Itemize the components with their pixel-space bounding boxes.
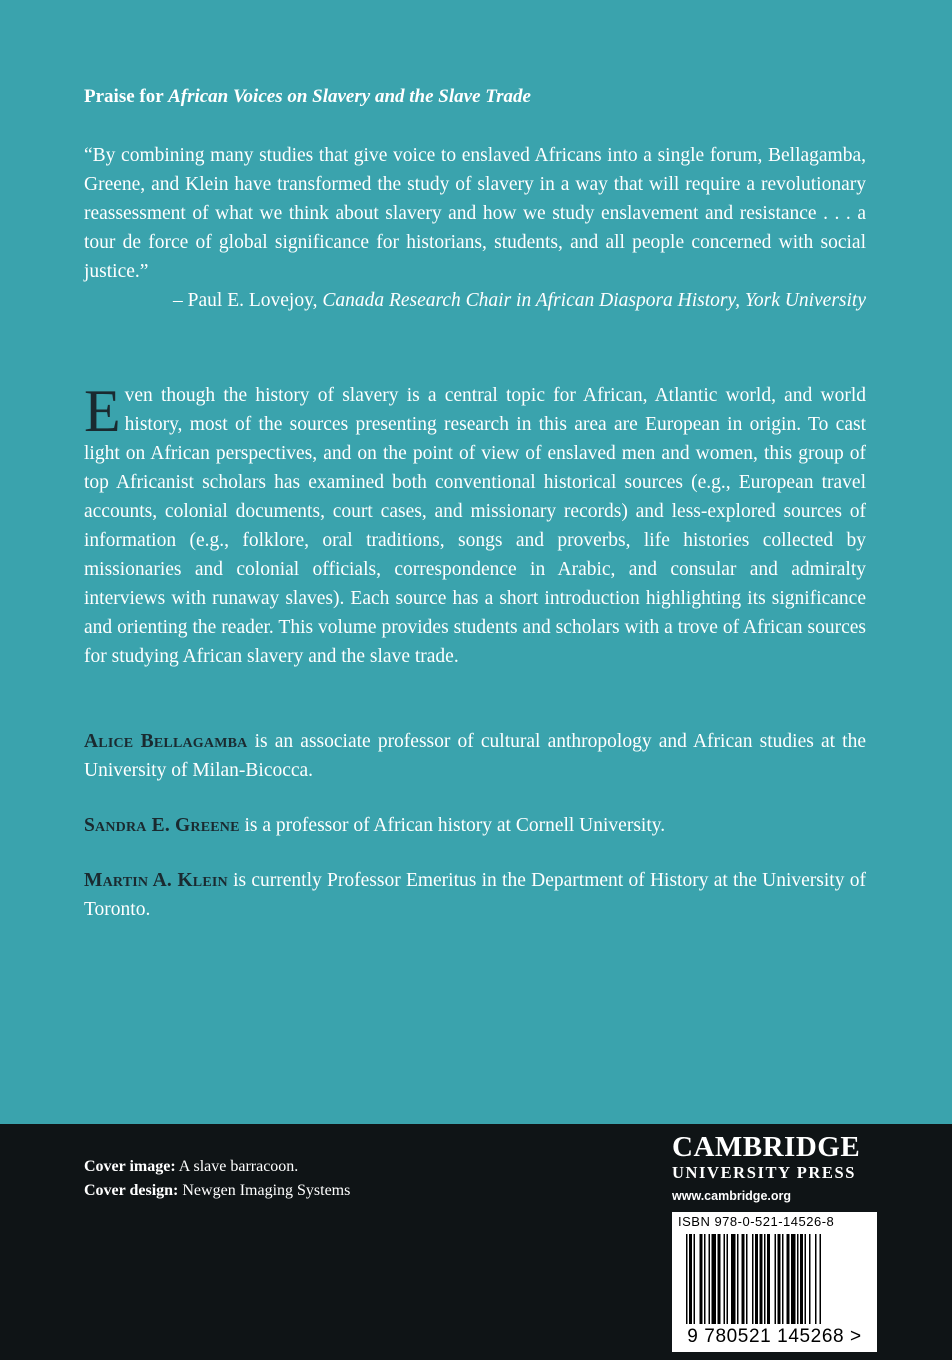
barcode-bar bbox=[775, 1234, 777, 1324]
publisher-url[interactable]: www.cambridge.org bbox=[672, 1189, 792, 1203]
barcode-bar bbox=[791, 1234, 796, 1324]
barcode-bar bbox=[689, 1234, 692, 1324]
barcode-bar bbox=[724, 1234, 726, 1324]
author-name: Martin A. Klein bbox=[84, 869, 228, 891]
barcode-bar bbox=[727, 1234, 729, 1324]
barcode-bar bbox=[742, 1234, 745, 1324]
praise-label: Praise for bbox=[84, 86, 169, 107]
barcode-bar bbox=[760, 1234, 763, 1324]
barcode-bar bbox=[731, 1234, 736, 1324]
credit-label: Cover design: bbox=[84, 1182, 179, 1199]
barcode-bar bbox=[767, 1234, 770, 1324]
author-name: Alice Bellagamba bbox=[84, 730, 248, 752]
main-content bbox=[84, 86, 866, 924]
credit-label: Cover image: bbox=[84, 1158, 176, 1175]
barcode-bar bbox=[778, 1234, 781, 1324]
praise-heading bbox=[84, 86, 866, 109]
author-bio-text: is currently Professor Emeritus in the Department of History at the University of Toronto. bbox=[84, 869, 866, 920]
author-name: Sandra E. Greene bbox=[84, 814, 240, 836]
author-bio bbox=[84, 727, 866, 785]
isbn-label: ISBN 978-0-521-14526-8 bbox=[678, 1214, 835, 1229]
barcode-bar bbox=[694, 1234, 696, 1324]
barcode-bar bbox=[809, 1234, 811, 1324]
book-description bbox=[84, 377, 866, 671]
barcode-bar bbox=[815, 1234, 817, 1324]
barcode-box bbox=[672, 1212, 877, 1352]
barcode-bar bbox=[752, 1234, 754, 1324]
barcode-bar bbox=[782, 1234, 784, 1324]
barcode-bar bbox=[820, 1234, 822, 1324]
barcode-bar bbox=[704, 1234, 706, 1324]
barcode-bar bbox=[787, 1234, 790, 1324]
author-bio bbox=[84, 866, 866, 924]
barcode-bar bbox=[800, 1234, 803, 1324]
barcode-bar bbox=[700, 1234, 703, 1324]
cover-image-credit bbox=[84, 1158, 298, 1176]
endorser-name: – Paul E. Lovejoy, bbox=[173, 289, 323, 311]
barcode-bar bbox=[718, 1234, 721, 1324]
barcode-bar bbox=[755, 1234, 758, 1324]
barcode-bar bbox=[764, 1234, 766, 1324]
barcode-bar bbox=[737, 1234, 739, 1324]
publisher-logo bbox=[672, 1130, 882, 1203]
book-title: African Voices on Slavery and the Slave Trade bbox=[168, 86, 531, 107]
endorser-title: Canada Research Chair in African Diaspora History, York University bbox=[322, 289, 866, 311]
author-bio bbox=[84, 811, 866, 840]
credit-value: A slave barracoon. bbox=[175, 1158, 299, 1175]
barcode-bar bbox=[709, 1234, 711, 1324]
publisher-name: CAMBRIDGE bbox=[672, 1131, 861, 1163]
drop-cap: E bbox=[84, 377, 121, 444]
barcode-digits: 9 780521 145268 > bbox=[687, 1326, 862, 1347]
footer-band bbox=[0, 1124, 952, 1360]
barcode-bar bbox=[712, 1234, 717, 1324]
barcode-bar bbox=[797, 1234, 799, 1324]
barcode-bar bbox=[746, 1234, 748, 1324]
credit-value: Newgen Imaging Systems bbox=[178, 1182, 351, 1199]
barcode-bar bbox=[805, 1234, 807, 1324]
description-text: ven though the history of slavery is a central topic for African, Atlantic world, and world history, most of the sources presenting research in this area are European in origin. To cast light on African perspectives, and on the point of view of enslaved men and women, this group of top Africanist scholars has examined both conventional historical sources (e.g., European travel accounts, colonial documents, court cases, and missionary records) and less-explored sources of information (e.g., folklore, oral traditions, songs and proverbs, life histories collected by missionaries and colonial officials, correspondence in Arabic, and consular and admiralty interviews with runaway slaves). Each source has a short introduction highlighting its significance and orienting the reader. This volume provides students and scholars with a trove of African sources for studying African slavery and the slave trade. bbox=[84, 384, 866, 667]
publisher-press: UNIVERSITY PRESS bbox=[672, 1163, 857, 1182]
cover-design-credit bbox=[84, 1182, 350, 1200]
author-bio-text: is a professor of African history at Cornell University. bbox=[239, 814, 666, 836]
barcode-bar bbox=[686, 1234, 688, 1324]
endorsement-attribution bbox=[84, 286, 866, 315]
author-bio-text: is an associate professor of cultural anthropology and African studies at the University of Milan-Bicocca. bbox=[84, 730, 866, 781]
endorsement-quote: “By combining many studies that give voice to enslaved Africans into a single forum, Bellagamba, Greene, and Klein have transformed the study of slavery in a way that will require a revolutionary reassessment of what we think about slavery and how we study enslavement and resistance . . . a tour de force of global significance for historians, students, and all people concerned with social justice.” bbox=[84, 144, 866, 282]
